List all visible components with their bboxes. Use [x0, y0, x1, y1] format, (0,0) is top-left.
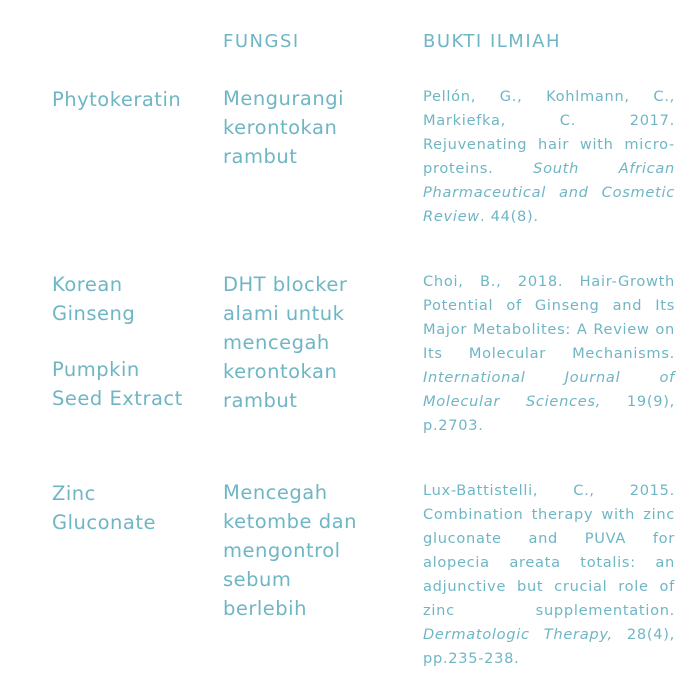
fungsi-line: alami untuk — [223, 302, 345, 325]
bukti-phytokeratin — [423, 85, 675, 229]
ingredient-line: Zinc — [52, 482, 96, 505]
ingredient-korean-ginseng — [52, 270, 217, 328]
header-bukti-ilmiah: BUKTI ILMIAH — [423, 31, 561, 52]
fungsi-line: DHT blocker — [223, 273, 348, 296]
bukti-ginseng — [423, 270, 675, 438]
citation-tail: 28(4), pp.235-238. — [423, 626, 676, 667]
fungsi-line: rambut — [223, 389, 298, 412]
fungsi-line: Mengurangi — [223, 87, 345, 110]
citation-tail: . 44(8). — [479, 208, 539, 225]
citation-tail: 19(9), p.2703. — [423, 393, 675, 434]
fungsi-ginseng-pumpkin — [223, 270, 418, 415]
fungsi-line: Mencegah — [223, 481, 328, 504]
fungsi-line: mengontrol — [223, 539, 341, 562]
citation-text: Choi, B., 2018. Hair-Growth Potential of Ginseng and Its Major Metabolites: A Review on Its Molecular Mechanisms. — [423, 273, 675, 362]
ingredient-pumpkin-seed-extract — [52, 355, 217, 413]
bukti-zinc-gluconate — [423, 479, 675, 671]
ingredient-line: Pumpkin — [52, 358, 140, 381]
citation-journal: Dermatologic Therapy, — [423, 626, 613, 643]
fungsi-line: mencegah — [223, 331, 330, 354]
ingredient-line: Ginseng — [52, 302, 136, 325]
citation-text: Pellón, G., Kohlmann, C., Markiefka, C. 2017. Rejuvenating hair with micro-proteins. — [423, 88, 675, 177]
fungsi-phytokeratin — [223, 84, 418, 171]
ingredient-phytokeratin — [52, 85, 217, 114]
fungsi-line: berlebih — [223, 597, 307, 620]
ingredient-line: Seed Extract — [52, 387, 183, 410]
ingredient-zinc-gluconate — [52, 479, 217, 537]
ingredient-line: Gluconate — [52, 511, 156, 534]
fungsi-line: ketombe dan — [223, 510, 357, 533]
fungsi-line: kerontokan — [223, 360, 338, 383]
fungsi-line: sebum — [223, 568, 292, 591]
citation-text: Lux-Battistelli, C., 2015. Combination therapy with zinc gluconate and PUVA for alopecia areata totalis: an adjunctive but crucial role of zinc supplementation. — [423, 482, 675, 619]
citation-journal: International Journal of Molecular Sciences, — [423, 369, 675, 410]
ingredient-line: Phytokeratin — [52, 88, 182, 111]
fungsi-line: rambut — [223, 145, 298, 168]
fungsi-line: kerontokan — [223, 116, 338, 139]
header-fungsi: FUNGSI — [223, 31, 300, 52]
fungsi-zinc-gluconate — [223, 478, 418, 623]
citation-journal: South African Pharmaceutical and Cosmetic Review — [423, 160, 675, 225]
ingredient-line: Korean — [52, 273, 123, 296]
